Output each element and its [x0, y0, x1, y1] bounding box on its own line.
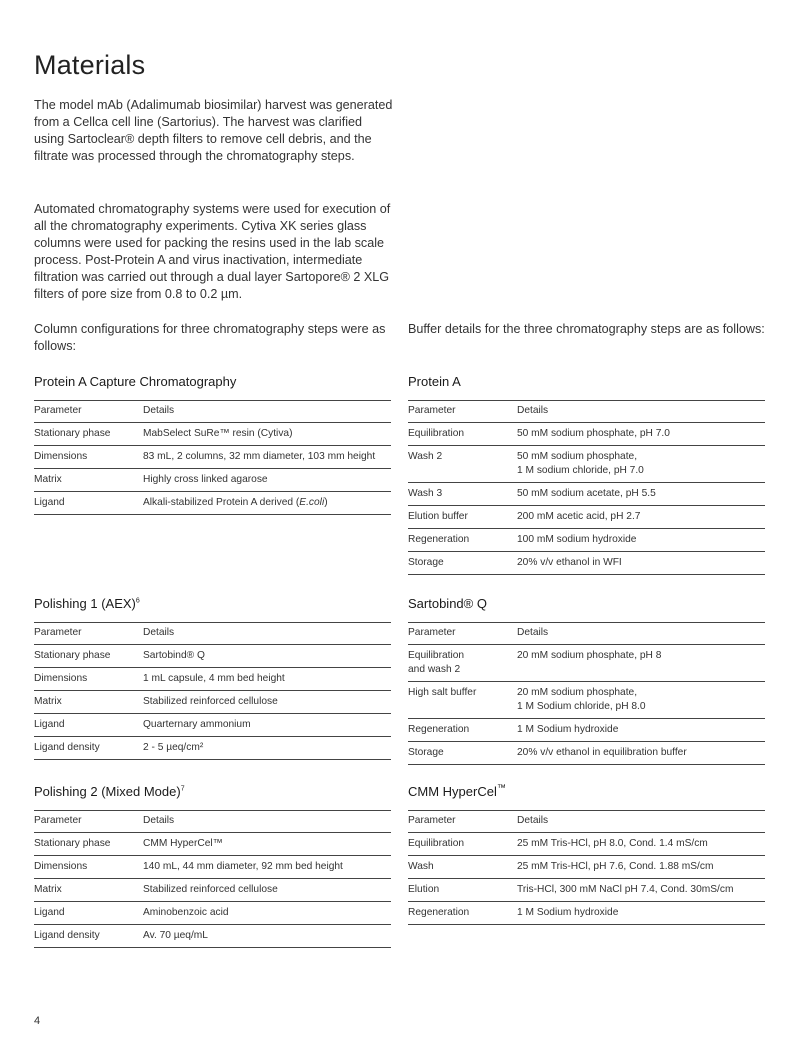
table-row [34, 645, 391, 668]
table-row [408, 856, 765, 879]
parameter-cell: Stationary phase [34, 838, 111, 849]
details-cell [517, 682, 765, 719]
details-cell: 20% v/v ethanol in equilibration buffer [517, 747, 687, 758]
protein-a-capture-section [34, 373, 391, 515]
polishing-2-title [34, 783, 391, 810]
polishing-2-title-text: Polishing 2 (Mixed Mode) [34, 784, 181, 799]
details-cell: Quarternary ammonium [143, 719, 251, 730]
parameter-cell: Equilibration [408, 838, 465, 849]
parameter-cell: Ligand density [34, 930, 100, 941]
table-row [408, 742, 765, 765]
intro-paragraph-2: Automated chromatography systems were used for execution of all the chromatography experiments. Cytiva XK series glass columns were used for packing the resins used in the lab scale process. Post-Protein A and virus inactivation, intermediate filtration was carried out through a dual layer Sartopore® 2 XLG filters of pore size from 0.8 to 0.2 µm. [34, 202, 391, 301]
ligand-prefix: Alkali-stabilized Protein A derived ( [143, 497, 300, 508]
page-number: 4 [34, 1015, 41, 1027]
details-cell: 100 mM sodium hydroxide [517, 534, 637, 545]
table-row [34, 492, 391, 515]
table-row [34, 856, 391, 879]
table-row [34, 668, 391, 691]
polishing-1-section [34, 595, 391, 760]
table-row [408, 682, 765, 719]
parameter-cell: Ligand density [34, 742, 100, 753]
parameter-cell: Ligand [34, 497, 65, 508]
parameter-cell: Elution buffer [408, 511, 468, 522]
ligand-organism: E.coli [299, 497, 325, 508]
table-row [408, 645, 765, 682]
details-cell: 2 - 5 µeq/cm² [143, 742, 204, 753]
table-row [34, 925, 391, 948]
trademark-mark: ™ [496, 782, 506, 793]
table-row [408, 719, 765, 742]
details-cell: 50 mM sodium acetate, pH 5.5 [517, 488, 656, 499]
parameter-cell: Matrix [34, 474, 62, 485]
cmm-buffer-section [408, 783, 765, 925]
header-parameter: Parameter [34, 627, 82, 638]
details-cell: 20% v/v ethanol in WFI [517, 557, 622, 568]
parameter-cell [408, 645, 517, 682]
details-cell: 1 mL capsule, 4 mm bed height [143, 673, 285, 684]
header-details: Details [143, 627, 175, 638]
details-cell: 25 mM Tris-HCl, pH 7.6, Cond. 1.88 mS/cm [517, 861, 714, 872]
details-cell: 25 mM Tris-HCl, pH 8.0, Cond. 1.4 mS/cm [517, 838, 708, 849]
polishing-2-table [34, 810, 391, 948]
table-row [408, 423, 765, 446]
protein-a-capture-title: Protein A Capture Chromatography [34, 374, 237, 389]
table-row [408, 529, 765, 552]
footnote-ref: 7 [180, 785, 185, 793]
header-parameter: Parameter [408, 405, 456, 416]
parameter-cell: Dimensions [34, 673, 88, 684]
protein-a-buffer-section [408, 373, 765, 575]
details-cell: 20 mM sodium phosphate, pH 8 [517, 650, 662, 661]
table-row [408, 506, 765, 529]
table-row [34, 833, 391, 856]
parameter-cell: Stationary phase [34, 428, 111, 439]
details-cell: 200 mM acetic acid, pH 2.7 [517, 511, 641, 522]
page-title: Materials [34, 50, 146, 80]
table-row [408, 902, 765, 925]
table-row [408, 833, 765, 856]
parameter-cell: Ligand [34, 719, 65, 730]
table-row [34, 902, 391, 925]
table-header-row [34, 623, 391, 645]
parameter-cell: Regeneration [408, 534, 470, 545]
table-row [34, 737, 391, 760]
header-parameter: Parameter [34, 815, 82, 826]
table-row [34, 714, 391, 737]
protein-a-capture-table [34, 400, 391, 515]
cmm-buffer-title [408, 783, 765, 810]
details-line: 1 M sodium chloride, pH 7.0 [517, 465, 644, 476]
parameter-cell: Elution [408, 884, 440, 895]
polishing-2-section [34, 783, 391, 948]
details-cell [143, 492, 391, 515]
table-row [34, 423, 391, 446]
details-cell [517, 446, 765, 483]
protein-a-buffer-title: Protein A [408, 374, 461, 389]
details-cell: 140 mL, 44 mm diameter, 92 mm bed height [143, 861, 343, 872]
details-cell: Av. 70 µeq/mL [143, 930, 208, 941]
details-cell: 83 mL, 2 columns, 32 mm diameter, 103 mm height [143, 451, 376, 462]
parameter-cell: Stationary phase [34, 650, 111, 661]
parameter-cell: Dimensions [34, 861, 88, 872]
table-header-row [408, 623, 765, 645]
table-row [408, 552, 765, 575]
parameter-cell: Storage [408, 557, 444, 568]
header-details: Details [143, 405, 175, 416]
footnote-ref: 6 [135, 597, 140, 605]
parameter-cell: Matrix [34, 696, 62, 707]
details-cell: Stabilized reinforced cellulose [143, 696, 278, 707]
polishing-1-table [34, 622, 391, 760]
parameter-cell: High salt buffer [408, 687, 477, 698]
details-line: 50 mM sodium phosphate, [517, 451, 638, 462]
table-row [34, 879, 391, 902]
buffer-details-intro: Buffer details for the three chromatography steps are as follows: [408, 322, 765, 336]
protein-a-buffer-table [408, 400, 765, 575]
parameter-cell: Dimensions [34, 451, 88, 462]
polishing-1-title [34, 595, 391, 622]
details-line: 20 mM sodium phosphate, [517, 687, 638, 698]
header-details: Details [517, 405, 549, 416]
details-cell: Aminobenzoic acid [143, 907, 229, 918]
polishing-1-title-text: Polishing 1 (AEX) [34, 596, 136, 611]
details-line: 1 M Sodium chloride, pH 8.0 [517, 701, 646, 712]
table-row [408, 446, 765, 483]
details-cell: MabSelect SuRe™ resin (Cytiva) [143, 428, 293, 439]
sartobind-buffer-title: Sartobind® Q [408, 596, 487, 611]
parameter-cell: Wash [408, 861, 434, 872]
details-cell: Stabilized reinforced cellulose [143, 884, 278, 895]
details-cell: Sartobind® Q [143, 650, 205, 661]
details-cell: 1 M Sodium hydroxide [517, 724, 619, 735]
parameter-cell: Matrix [34, 884, 62, 895]
table-row [34, 446, 391, 469]
parameter-cell: Equilibration [408, 428, 465, 439]
cmm-buffer-title-text: CMM HyperCel [408, 784, 497, 799]
parameter-cell: Ligand [34, 907, 65, 918]
table-header-row [34, 401, 391, 423]
table-row [34, 691, 391, 714]
details-cell: CMM HyperCel™ [143, 838, 223, 849]
parameter-line: and wash 2 [408, 664, 461, 675]
table-header-row [408, 401, 765, 423]
header-parameter: Parameter [34, 405, 82, 416]
parameter-cell: Regeneration [408, 907, 470, 918]
table-row [408, 483, 765, 506]
table-header-row [34, 811, 391, 833]
details-cell: Highly cross linked agarose [143, 474, 268, 485]
sartobind-buffer-section [408, 595, 765, 765]
details-cell: 1 M Sodium hydroxide [517, 907, 619, 918]
intro-paragraph-1: The model mAb (Adalimumab biosimilar) harvest was generated from a Cellca cell line (Sartorius). The harvest was clarified using Sartoclear® depth filters to remove cell debris, and the filtrate was processed through the chromatography steps. [34, 98, 393, 163]
parameter-line: Equilibration [408, 650, 465, 661]
header-details: Details [517, 815, 549, 826]
details-cell: 50 mM sodium phosphate, pH 7.0 [517, 428, 670, 439]
sartobind-buffer-table [408, 622, 765, 765]
header-parameter: Parameter [408, 627, 456, 638]
parameter-cell: Storage [408, 747, 444, 758]
table-row [408, 879, 765, 902]
table-header-row [408, 811, 765, 833]
details-cell: Tris-HCl, 300 mM NaCl pH 7.4, Cond. 30mS/cm [517, 884, 734, 895]
ligand-suffix: ) [324, 497, 328, 508]
header-parameter: Parameter [408, 815, 456, 826]
table-row [34, 469, 391, 492]
column-config-intro: Column configurations for three chromatography steps were as follows: [34, 322, 386, 353]
header-details: Details [517, 627, 549, 638]
parameter-cell: Wash 3 [408, 488, 443, 499]
parameter-cell: Regeneration [408, 724, 470, 735]
parameter-cell: Wash 2 [408, 451, 443, 462]
header-details: Details [143, 815, 175, 826]
cmm-buffer-table [408, 810, 765, 925]
